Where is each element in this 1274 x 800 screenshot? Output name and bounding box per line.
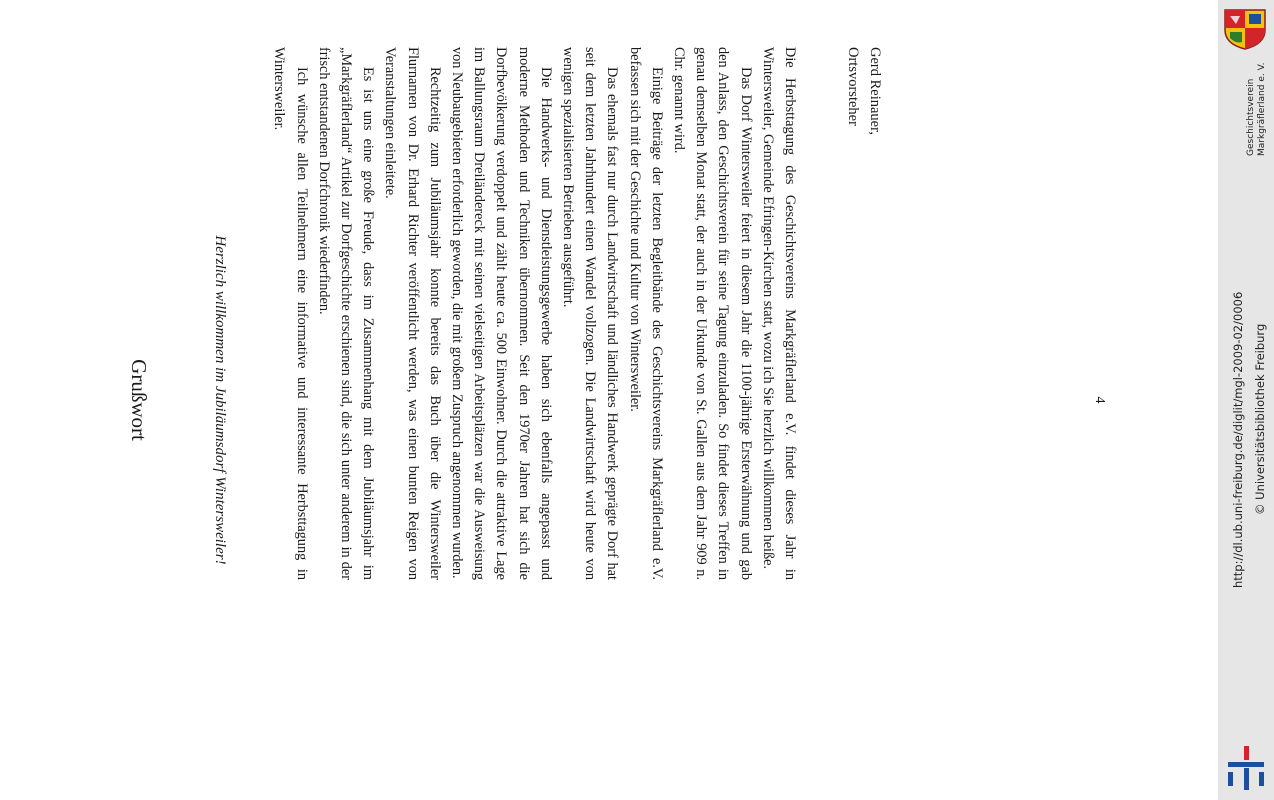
page-subtitle: Herzlich willkommen im Jubiläumsdorf Wintersweiler! [212,235,228,565]
paragraph: Das Dorf Wintersweiler feiert in diesem Jahr die 1100-jährige Ersterwähnung und gab den Anlass, den Geschichtsverein für seine Tagung einzuladen. So findet dieses Treffen in genau demselben Monat statt, der auch in der Urkunde von St. Gallen aus dem Jahr 909 n. Chr. genannt wird. [670,47,754,580]
copyright-notice: © Universitätsbibliothek Freiburg [1253,323,1267,515]
paragraph: Die Handwerks- und Dienstleistungsgewerbe haben sich ebenfalls angepasst und moderne Methoden und Techniken übernommen. Seit den 1970er Jahren hat sich die Dorfbevölkerung verdoppelt und zählt heute ca. 500 Einwohner. Durch die attraktive Lage im Ballungsraum Dreiländereck mit seinen vielseitigen Arbeitsplätzen war die Ausweisung von Neubaugebieten erforderlich geworden, die mit großem Zuspruch angenommen wurden. [448,47,554,580]
signature-name: Gerd Reinauer, [867,47,883,135]
paragraph: Rechtzeitig zum Jubiläumsjahr konnte bereits das Buch über die Wintersweiler Flurnamen von Dr. Erhard Richter veröffentlicht werden, was einen bunten Reigen von Veranstaltungen einleitete. [382,47,443,580]
paragraph: Das ehemals fast nur durch Landwirtschaft und ländliches Handwerk geprägte Dorf hat seit dem letzten Jahrhundert einen Wandel vollzogen. Die Landwirtschaft wird heute von wenigen spezialisierten Betrieben ausgeführt. [559,47,621,580]
coat-of-arms-icon [1222,8,1268,50]
paragraph: Einige Beiträge der letzten Begleitbände des Geschichtsvereins Markgräflerland e.V. befassen sich mit der Geschichte und Kultur von Wintersweiler. [626,47,665,580]
paragraph: Ich wünsche allen Teilnehmern eine informative und interessante Herbsttagung in Wintersweiler. [271,47,310,580]
org-name: Geschichtsverein Markgräflerland e. V. [1246,62,1267,156]
paragraph: Die Herbsttagung des Geschichtsvereins Markgräflerland e.V. findet dieses Jahr in Wintersweiler, Gemeinde Efringen-Kirchen statt, wozu ich Sie herzlich willkommen heiße. [759,47,798,580]
signature-block [842,47,886,135]
page-number: 4 [1092,396,1107,404]
paragraph: Es ist uns eine große Freude, dass im Zusammenhang mit dem Jubiläumsjahr im „Markgräflerland“ Artikel zur Dorfgeschichte erschienen sind, die sich unter anderem in der frisch entstandenen Dorfchronik wiederfinden. [315,47,377,580]
page-title: Grußwort [127,359,151,441]
body-text [268,47,801,580]
ub-freiburg-logo-icon [1224,744,1268,792]
permalink-url[interactable]: http://dl.ub.uni-freiburg.de/diglit/mgl-2009-02/0006 [1231,291,1245,588]
signature-role: Ortsvorsteher [845,47,861,126]
